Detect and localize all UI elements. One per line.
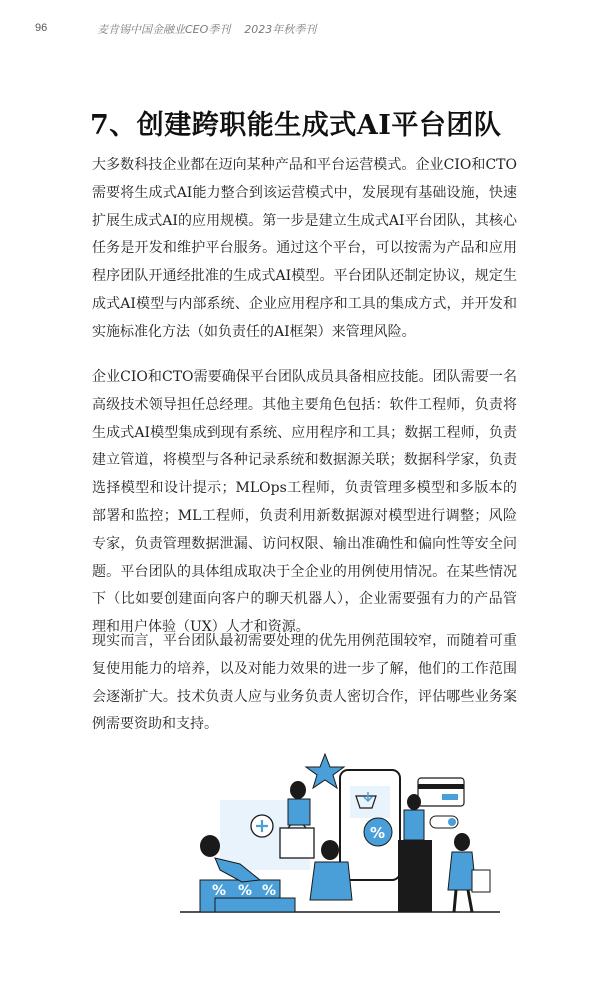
issue-name: 2023年秋季刊 [244, 23, 317, 36]
team-illustration [180, 740, 500, 920]
person-1-head [200, 835, 220, 857]
percent-box-base [215, 898, 295, 912]
person-5-leg-left [454, 890, 456, 912]
credit-card-stripe [418, 784, 464, 789]
percent-label-2: % [238, 883, 253, 899]
person-3-head [321, 840, 339, 860]
phone-screen-card [350, 786, 390, 818]
credit-card-chip [442, 794, 458, 800]
person-4-head [407, 794, 421, 810]
person-4-body [404, 810, 424, 840]
credit-card-icon [418, 778, 464, 806]
star-icon [306, 754, 344, 788]
percent-label-3: % [262, 883, 277, 899]
running-header [97, 21, 316, 37]
team-illustration-svg [180, 740, 500, 920]
paragraph-3: 现实而言，平台团队最初需要处理的优先用例范围较窄，而随着可重复使用能力的培养，以及对能力效果的进一步了解，他们的工作范围会逐渐扩大。技术负责人应与业务负责人密切合作，评估哪些业务案例需要资助和支持。 [92, 633, 517, 733]
person-2-body [288, 799, 310, 825]
pedestal-box [398, 840, 432, 912]
page-number: 96 [35, 22, 48, 34]
bag-icon [472, 870, 490, 892]
person-3-body [310, 862, 352, 900]
publication-name: 麦肯锡中国金融业CEO季刊 [97, 23, 231, 36]
person-2-head [290, 781, 306, 799]
person-5-head [454, 833, 470, 851]
paragraph-1: 大多数科技企业都在迈向某种产品和平台运营模式。企业CIO和CTO需要将生成式AI能力整合到该运营模式中，发展现有基础设施，快速扩展生成式AI的应用规模。第一步是建立生成式AI平台团队，其核心任务是开发和维护平台服务。通过这个平台，可以按需为产品和应用程序团队开通经批准的生成式AI模型。平台团队还制定协议，规定生成式AI模型与内部系统、企业应用程序和工具的集成方式，并开发和实施标准化方法（如负责任的AI框架）来管理风险。 [92, 157, 517, 340]
shopping-bag-icon [280, 828, 314, 858]
discount-badge-label: % [370, 824, 386, 842]
section-title: 7、创建跨职能生成式AI平台团队 [90, 110, 502, 141]
paragraph-2: 企业CIO和CTO需要确保平台团队成员具备相应技能。团队需要一名高级技术领导担任总经理。其他主要角色包括：软件工程师，负责将生成式AI模型集成到现有系统、应用程序和工具；数据工程师，负责建立管道，将模型与各种记录系统和数据源关联；数据科学家，负责选择模型和设计提示；MLOps工程师，负责管理多模型和多版本的部署和监控；ML工程师，负责利用新数据源对模型进行调整；风险专家，负责管理数据泄漏、访问权限、输出准确性和偏向性等安全问题。平台团队的具体组成取决于全企业的用例使用情况。在某些情况下（比如要创建面向客户的聊天机器人），企业需要强有力的产品管理和用户体验（UX）人才和资源。 [92, 369, 517, 636]
percent-label-1: % [212, 883, 227, 899]
toggle-knob [448, 818, 456, 826]
person-5-leg-right [468, 890, 472, 912]
